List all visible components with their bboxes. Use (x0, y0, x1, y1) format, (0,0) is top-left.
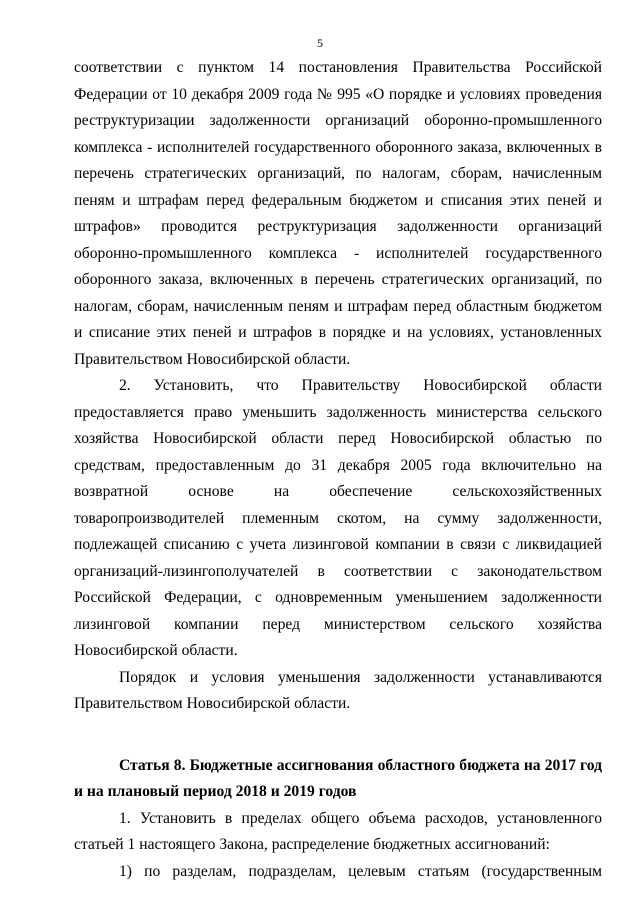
article-list-item-1: 1) по разделам, подразделам, целевым статьям (государственным (119, 862, 602, 880)
document-body (74, 55, 602, 885)
page-number: 5 (317, 36, 323, 50)
article-paragraph-1: 1. Установить в пределах общего объема расходов, установленного статьей 1 настоящего Закона, распределение бюджетных ассигнований: (74, 809, 602, 853)
paragraph-procedure: Порядок и условия уменьшения задолженности устанавливаются Правительством Новосибирской области. (74, 668, 602, 712)
paragraph-continuation: соответствии с пунктом 14 постановления Правительства Российской Федерации от 10 декабря 2009 года № 995 «О порядке и условиях проведения реструктуризации задолженности организаций оборонно-промышленного комплекса - исполнителей государственного оборонного заказа, включенных в перечень стратегических организаций, по налогам, сборам, начисленным пеням и штрафам перед федеральным бюджетом и списания этих пеней и штрафов» проводится реструктуризация задолженности организаций оборонно-промышленного комплекса - исполнителей государственного оборонного заказа, включенных в перечень стратегических организаций, по налогам, сборам, начисленным пеням и штрафам перед областным бюджетом и списание этих пеней и штрафов в порядке и на условиях, установленных Правительством Новосибирской области. (74, 59, 602, 368)
article-heading: Статья 8. Бюджетные ассигнования областного бюджета на 2017 год и на плановый период 2018 и 2019 годов (74, 756, 602, 800)
paragraph-item-2: 2. Установить, что Правительству Новосибирской области предоставляется право уменьшить задолженность министерства сельского хозяйства Новосибирской области перед Новосибирской областью по средствам, предоставленным до 31 декабря 2005 года включительно на возвратной основе на обеспечение сельскохозяйственных товаропроизводителей племенным скотом, на сумму задолженности, подлежащей списанию с учета лизинговой компании в связи с ликвидацией организаций-лизингополучателей в соответствии с законодательством Российской Федерации, с одновременным уменьшением задолженности лизинговой компании перед министерством сельского хозяйства Новосибирской области. (74, 377, 602, 659)
